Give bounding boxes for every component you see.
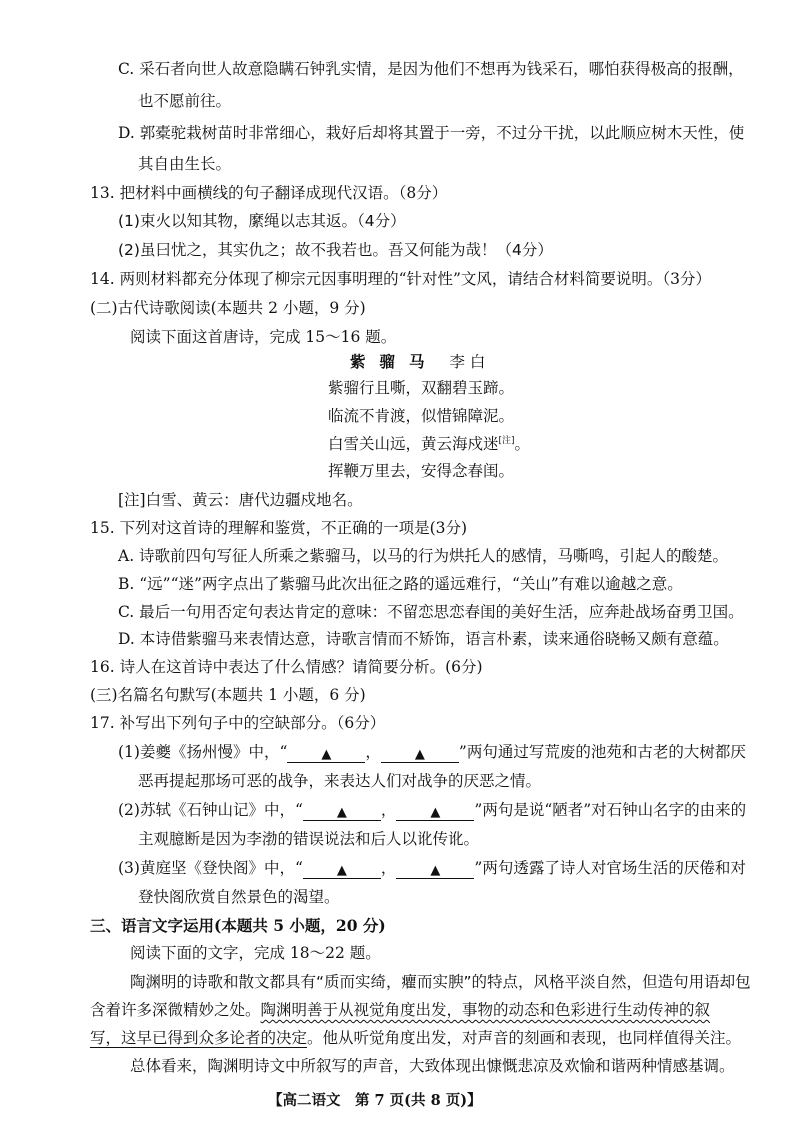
q17-comma: ， — [380, 801, 397, 819]
part-3-heading: 三、语言文字运用(本题共 5 小题，20 分) — [90, 916, 386, 935]
blank-marker: ▲ — [321, 747, 332, 762]
q15-option-a: A. 诗歌前四句写征人所乘之紫骝马，以马的行为烘托人的感情，马嘶鸣，引起人的酸楚。 — [118, 547, 729, 565]
blank-marker: ▲ — [336, 863, 347, 878]
section-2-intro: 阅读下面这首唐诗，完成 15～16 题。 — [130, 328, 397, 346]
q12-option-c-line1: C. 采石者向世人故意隐瞒石钟乳实情，是因为他们不想再为钱采石，哪怕获得极高的报酬， — [118, 60, 744, 78]
page-footer: 【高二语文 第 7 页(共 8 页)】 — [268, 1092, 482, 1109]
q17-item-1-line2: 恶再提起那场可恶的战争，来表达人们对战争的厌恶之情。 — [138, 772, 542, 790]
q17-comma: ， — [380, 859, 397, 877]
q17-item-3-line2: 登快阁欣赏自然景色的渴望。 — [138, 888, 340, 906]
wavy-underlined-sentence: 陶渊明善于从视觉角度出发，事物的动态和色彩进行生动传神的叙 — [260, 1001, 711, 1019]
poem-line-3-end: 。 — [514, 435, 531, 454]
q12-option-d-line1: D. 郭橐驼栽树苗时非常细心，栽好后却将其置于一旁，不过分干扰，以此顺应树木天性，使 — [118, 124, 745, 142]
q17-stem: 17. 补写出下列句子中的空缺部分。（6分） — [90, 714, 386, 732]
blank-2a[interactable] — [303, 804, 381, 821]
blank-2b[interactable] — [396, 804, 474, 821]
blank-marker: ▲ — [430, 863, 441, 878]
q17-item-2-line2: 主观臆断是因为李渤的错误说法和后人以讹传讹。 — [138, 830, 480, 848]
passage-line-3 — [90, 1031, 741, 1047]
q12-option-c-line2: 也不愿前往。 — [138, 92, 232, 110]
q17-item-1-line1 — [118, 745, 746, 762]
q12-option-d-line2: 其自由生长。 — [138, 155, 232, 173]
blank-1a[interactable] — [287, 746, 365, 763]
poem-line-4: 挥鞭万里去，安得念春闺。 — [328, 462, 515, 480]
section-3-heading: (三)名篇名句默写(本题共 1 小题，6 分) — [90, 686, 366, 704]
poem-note-mark: [注] — [498, 436, 515, 446]
q14-stem: 14. 两则材料都充分体现了柳宗元因事明理的“针对性”文风，请结合材料简要说明。（3分） — [90, 270, 712, 288]
poem-line-3 — [328, 437, 530, 453]
underlined-sentence: 写，这早已得到众多论者的决定 — [90, 1029, 308, 1047]
q17-item-3-line1 — [118, 861, 746, 878]
blank-3a[interactable] — [303, 862, 381, 879]
q13-stem: 13. 把材料中画横线的句子翻译成现代汉语。（8分） — [90, 184, 448, 202]
q15-option-b: B. “远”“迷”两字点出了紫骝马此次出征之路的遥远难行，“关山”有难以逾越之意。 — [118, 575, 683, 593]
blank-marker: ▲ — [430, 805, 441, 820]
q13-sentence-1: (1)束火以知其物，縻绳以志其返。（4分） — [118, 212, 406, 230]
q17-item-2-prefix: (2)苏轼《石钟山记》中，“ — [118, 801, 303, 819]
section-2-heading: (二)古代诗歌阅读(本题共 2 小题，9 分) — [90, 299, 366, 317]
q17-item-3-prefix: (3)黄庭坚《登快阁》中，“ — [118, 859, 303, 877]
passage-line-3-text: 。他从听觉角度出发，对声音的刻画和表现，也同样值得关注。 — [307, 1029, 742, 1047]
q15-option-d: D. 本诗借紫骝马来表情达意，诗歌言情而不矫饰，语言朴素，读来通俗晓畅又颇有意蕴。 — [118, 630, 729, 648]
q17-item-2-suffix: ”两句是说“陋者”对石钟山名字的由来的 — [474, 801, 747, 819]
poem-line-1: 紫骝行且嘶，双翻碧玉蹄。 — [328, 379, 515, 397]
blank-marker: ▲ — [336, 805, 347, 820]
poem-title: 紫骝马 — [350, 352, 439, 371]
passage-line-2 — [90, 1003, 710, 1019]
q17-item-3-suffix: ”两句透露了诗人对官场生活的厌倦和对 — [474, 859, 746, 877]
q15-stem: 15. 下列对这首诗的理解和鉴赏，不正确的一项是(3分) — [90, 519, 468, 537]
poem-line-3-text: 白雪关山远，黄云海戍迷 — [328, 435, 499, 454]
q17-comma: ， — [365, 743, 381, 761]
q16-stem: 16. 诗人在这首诗中表达了什么情感？请简要分析。(6分) — [90, 658, 483, 676]
blank-3b[interactable] — [396, 862, 474, 879]
q15-option-c: C. 最后一句用否定句表达肯定的意味：不留恋思恋春闺的美好生活，应奔赴战场奋勇卫国。 — [118, 603, 744, 621]
q17-item-2-line1 — [118, 803, 746, 820]
passage-line-1: 陶渊明的诗歌和散文都具有“质而实绮，癯而实腴”的特点，风格平淡自然，但造句用语却包 — [130, 973, 751, 991]
q17-item-1-prefix: (1)姜夔《扬州慢》中，“ — [118, 743, 288, 761]
part-3-intro: 阅读下面的文字，完成 18～22 题。 — [130, 944, 381, 962]
q17-item-1-suffix: ”两句通过写荒废的池苑和古老的大树都厌 — [458, 743, 746, 761]
poem-line-2: 临流不肯渡，似惜锦障泥。 — [328, 407, 515, 425]
blank-marker: ▲ — [414, 747, 425, 762]
passage-line-4: 总体看来，陶渊明诗文中所叙写的声音，大致体现出慷慨悲凉及欢愉和谐两种情感基调。 — [130, 1057, 735, 1075]
q13-sentence-2: (2)虽曰忧之，其实仇之；故不我若也。吾又何能为哉！（4分） — [118, 241, 553, 259]
blank-1b[interactable] — [381, 746, 459, 763]
poem-note: [注]白雪、黄云：唐代边疆戍地名。 — [118, 491, 363, 509]
poem-title-row — [350, 354, 485, 371]
passage-line-2-text: 含着许多深微精妙之处。 — [90, 1001, 261, 1019]
poem-author: 李 白 — [449, 353, 486, 371]
